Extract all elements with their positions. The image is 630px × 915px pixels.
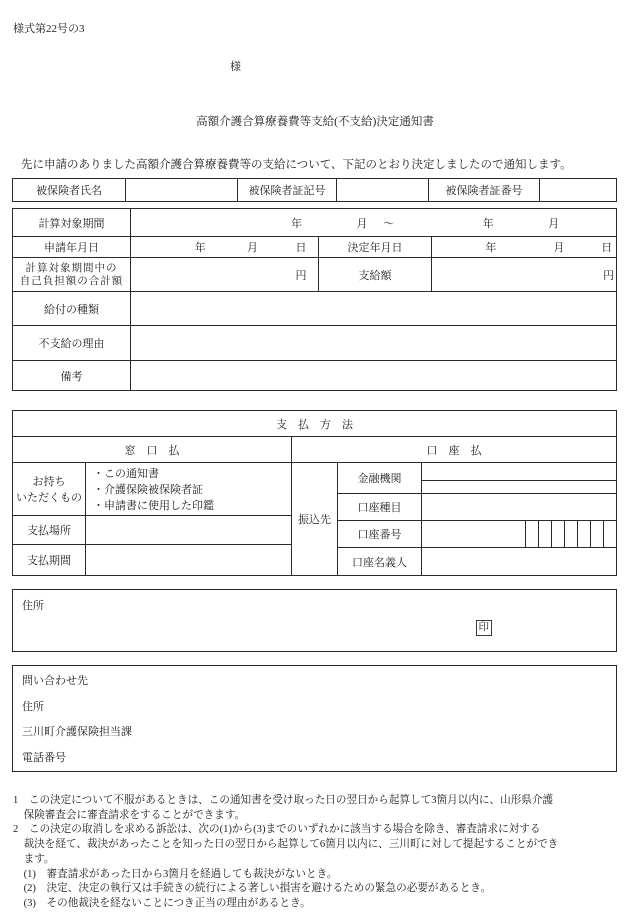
account-payment-header: 口 座 払 bbox=[426, 444, 482, 457]
transfer-destination-label: 振込先 bbox=[292, 463, 338, 575]
self-pay-total-value bbox=[130, 257, 318, 291]
self-pay-total-label-line2: 自己負担額の合計額 bbox=[19, 275, 124, 287]
account-type-value bbox=[422, 494, 616, 521]
remarks-value bbox=[130, 360, 616, 390]
calculation-period-value bbox=[130, 209, 616, 236]
payment-amount-value bbox=[431, 257, 616, 291]
payment-place-value bbox=[86, 516, 291, 545]
benefit-type-value bbox=[130, 291, 616, 325]
self-pay-total-label bbox=[13, 257, 130, 291]
items-to-bring-item: ・申請書に使用した印鑑 bbox=[93, 500, 214, 512]
digit-box bbox=[538, 521, 551, 547]
form-number: 様式第22号の3 bbox=[13, 23, 85, 35]
insured-number-label: 被保険者証番号 bbox=[428, 179, 539, 201]
year-unit: 年 bbox=[194, 242, 206, 254]
day-unit: 日 bbox=[295, 242, 307, 254]
financial-institution-value bbox=[422, 463, 616, 494]
period-year2-unit: 年 bbox=[482, 217, 494, 230]
month-unit: 月 bbox=[246, 242, 258, 254]
footnotes bbox=[13, 794, 619, 912]
nonpayment-reason-value bbox=[130, 325, 616, 360]
application-date-label: 申請年月日 bbox=[13, 236, 130, 257]
addressee-honorific: 様 bbox=[230, 61, 241, 73]
financial-institution-value-line2 bbox=[422, 481, 616, 493]
nonpayment-reason-label: 不支給の理由 bbox=[13, 325, 130, 360]
remarks-label: 備考 bbox=[13, 360, 130, 390]
payment-method-table bbox=[12, 410, 617, 576]
counter-payment-header: 窓 口 払 bbox=[13, 437, 292, 462]
self-pay-total-label-line1: 計算対象期間中の bbox=[25, 262, 118, 274]
footnote-line: (3) その他裁決を経ないことにつき正当の理由があるとき。 bbox=[13, 897, 311, 909]
day-unit: 日 bbox=[601, 242, 613, 254]
payment-period-label: 支払期間 bbox=[13, 545, 86, 575]
contact-department: 三川町介護保険担当課 bbox=[22, 726, 132, 739]
account-number-label: 口座番号 bbox=[338, 521, 422, 548]
footnote-line: 2 この決定の取消しを求める訴訟は、次の(1)から(3)までのいずれかに該当する場合を除き、審査請求に対する bbox=[13, 824, 541, 836]
yen-unit: 円 bbox=[295, 269, 307, 282]
decision-table bbox=[12, 208, 617, 391]
footnote-line: 保険審査会に審査請求をすることができます。 bbox=[13, 809, 246, 821]
insured-symbol-label: 被保険者証記号 bbox=[237, 179, 336, 201]
account-number-digit-boxes bbox=[525, 521, 616, 547]
period-year1-unit: 年 bbox=[291, 217, 303, 230]
insured-name-label: 被保険者氏名 bbox=[36, 185, 102, 197]
yen-unit: 円 bbox=[603, 269, 615, 282]
account-type-label: 口座種目 bbox=[338, 494, 422, 521]
calculation-period-label: 計算対象期間 bbox=[38, 217, 105, 230]
payment-period-value bbox=[86, 545, 291, 575]
contact-phone-label: 電話番号 bbox=[22, 751, 66, 764]
month-unit: 月 bbox=[553, 242, 565, 254]
digit-box bbox=[525, 521, 538, 547]
digit-box bbox=[551, 521, 564, 547]
intro-text: 先に申請のありました高額介護合算療養費等の支給について、下記のとおり決定しましたので通知します。 bbox=[21, 159, 572, 171]
digit-box bbox=[577, 521, 590, 547]
insured-number-value bbox=[539, 179, 616, 201]
items-to-bring-item: ・この通知書 bbox=[93, 468, 159, 480]
insured-info-table bbox=[12, 178, 617, 202]
items-to-bring-label-line1: お持ち bbox=[32, 476, 66, 488]
insured-name-value bbox=[125, 179, 237, 201]
account-holder-value bbox=[422, 548, 616, 575]
digit-box bbox=[564, 521, 577, 547]
digit-box bbox=[603, 521, 616, 547]
footnote-line: 裁決を経て、裁決があったことを知った日の翌日から起算して6箇月以内に、三川町に対して提起することができ bbox=[13, 839, 559, 851]
application-date-value bbox=[130, 236, 318, 257]
digit-box bbox=[590, 521, 603, 547]
footnote-line: 1 この決定について不服があるときは、この通知書を受け取った日の翌日から起算して3箇月以内に、山形県介護 bbox=[13, 795, 554, 806]
year-unit: 年 bbox=[485, 242, 497, 254]
seal-mark: 印 bbox=[476, 620, 493, 636]
contact-address-label: 住所 bbox=[22, 700, 44, 713]
items-to-bring-item: ・介護保険被保険者証 bbox=[93, 484, 203, 496]
financial-institution-label: 金融機関 bbox=[338, 463, 422, 494]
footnote-line: ます。 bbox=[13, 853, 55, 865]
payment-method-title: 支 払 方 法 bbox=[13, 411, 616, 437]
contact-box bbox=[12, 665, 617, 772]
items-to-bring-label-line2: いただくもの bbox=[16, 492, 82, 504]
contact-label: 問い合わせ先 bbox=[22, 675, 88, 687]
payment-place-label: 支払場所 bbox=[13, 516, 86, 545]
document-title: 高額介護合算療養費等支給(不支給)決定通知書 bbox=[196, 116, 434, 128]
address-label: 住所 bbox=[22, 600, 44, 612]
recipient-address-box bbox=[12, 589, 617, 652]
items-to-bring-label bbox=[13, 463, 86, 516]
period-month2-unit: 月 bbox=[548, 217, 560, 230]
financial-institution-value-line1 bbox=[422, 463, 616, 481]
insured-symbol-value bbox=[336, 179, 428, 201]
period-month1-unit: 月 bbox=[356, 217, 368, 230]
decision-date-value bbox=[431, 236, 616, 257]
footnote-line: (2) 決定、決定の執行又は手続きの続行による著しい損害を避けるための緊急の必要があるとき。 bbox=[13, 883, 492, 895]
benefit-type-label: 給付の種類 bbox=[13, 291, 130, 325]
account-holder-label: 口座名義人 bbox=[338, 548, 422, 575]
decision-date-label: 決定年月日 bbox=[318, 236, 431, 257]
account-number-value bbox=[422, 521, 616, 548]
period-tilde: ～ bbox=[383, 217, 395, 230]
items-to-bring-list bbox=[86, 463, 291, 516]
payment-amount-label: 支給額 bbox=[318, 257, 431, 291]
footnote-line: (1) 審査請求があった日から3箇月を経過しても裁決がないとき。 bbox=[13, 868, 338, 880]
